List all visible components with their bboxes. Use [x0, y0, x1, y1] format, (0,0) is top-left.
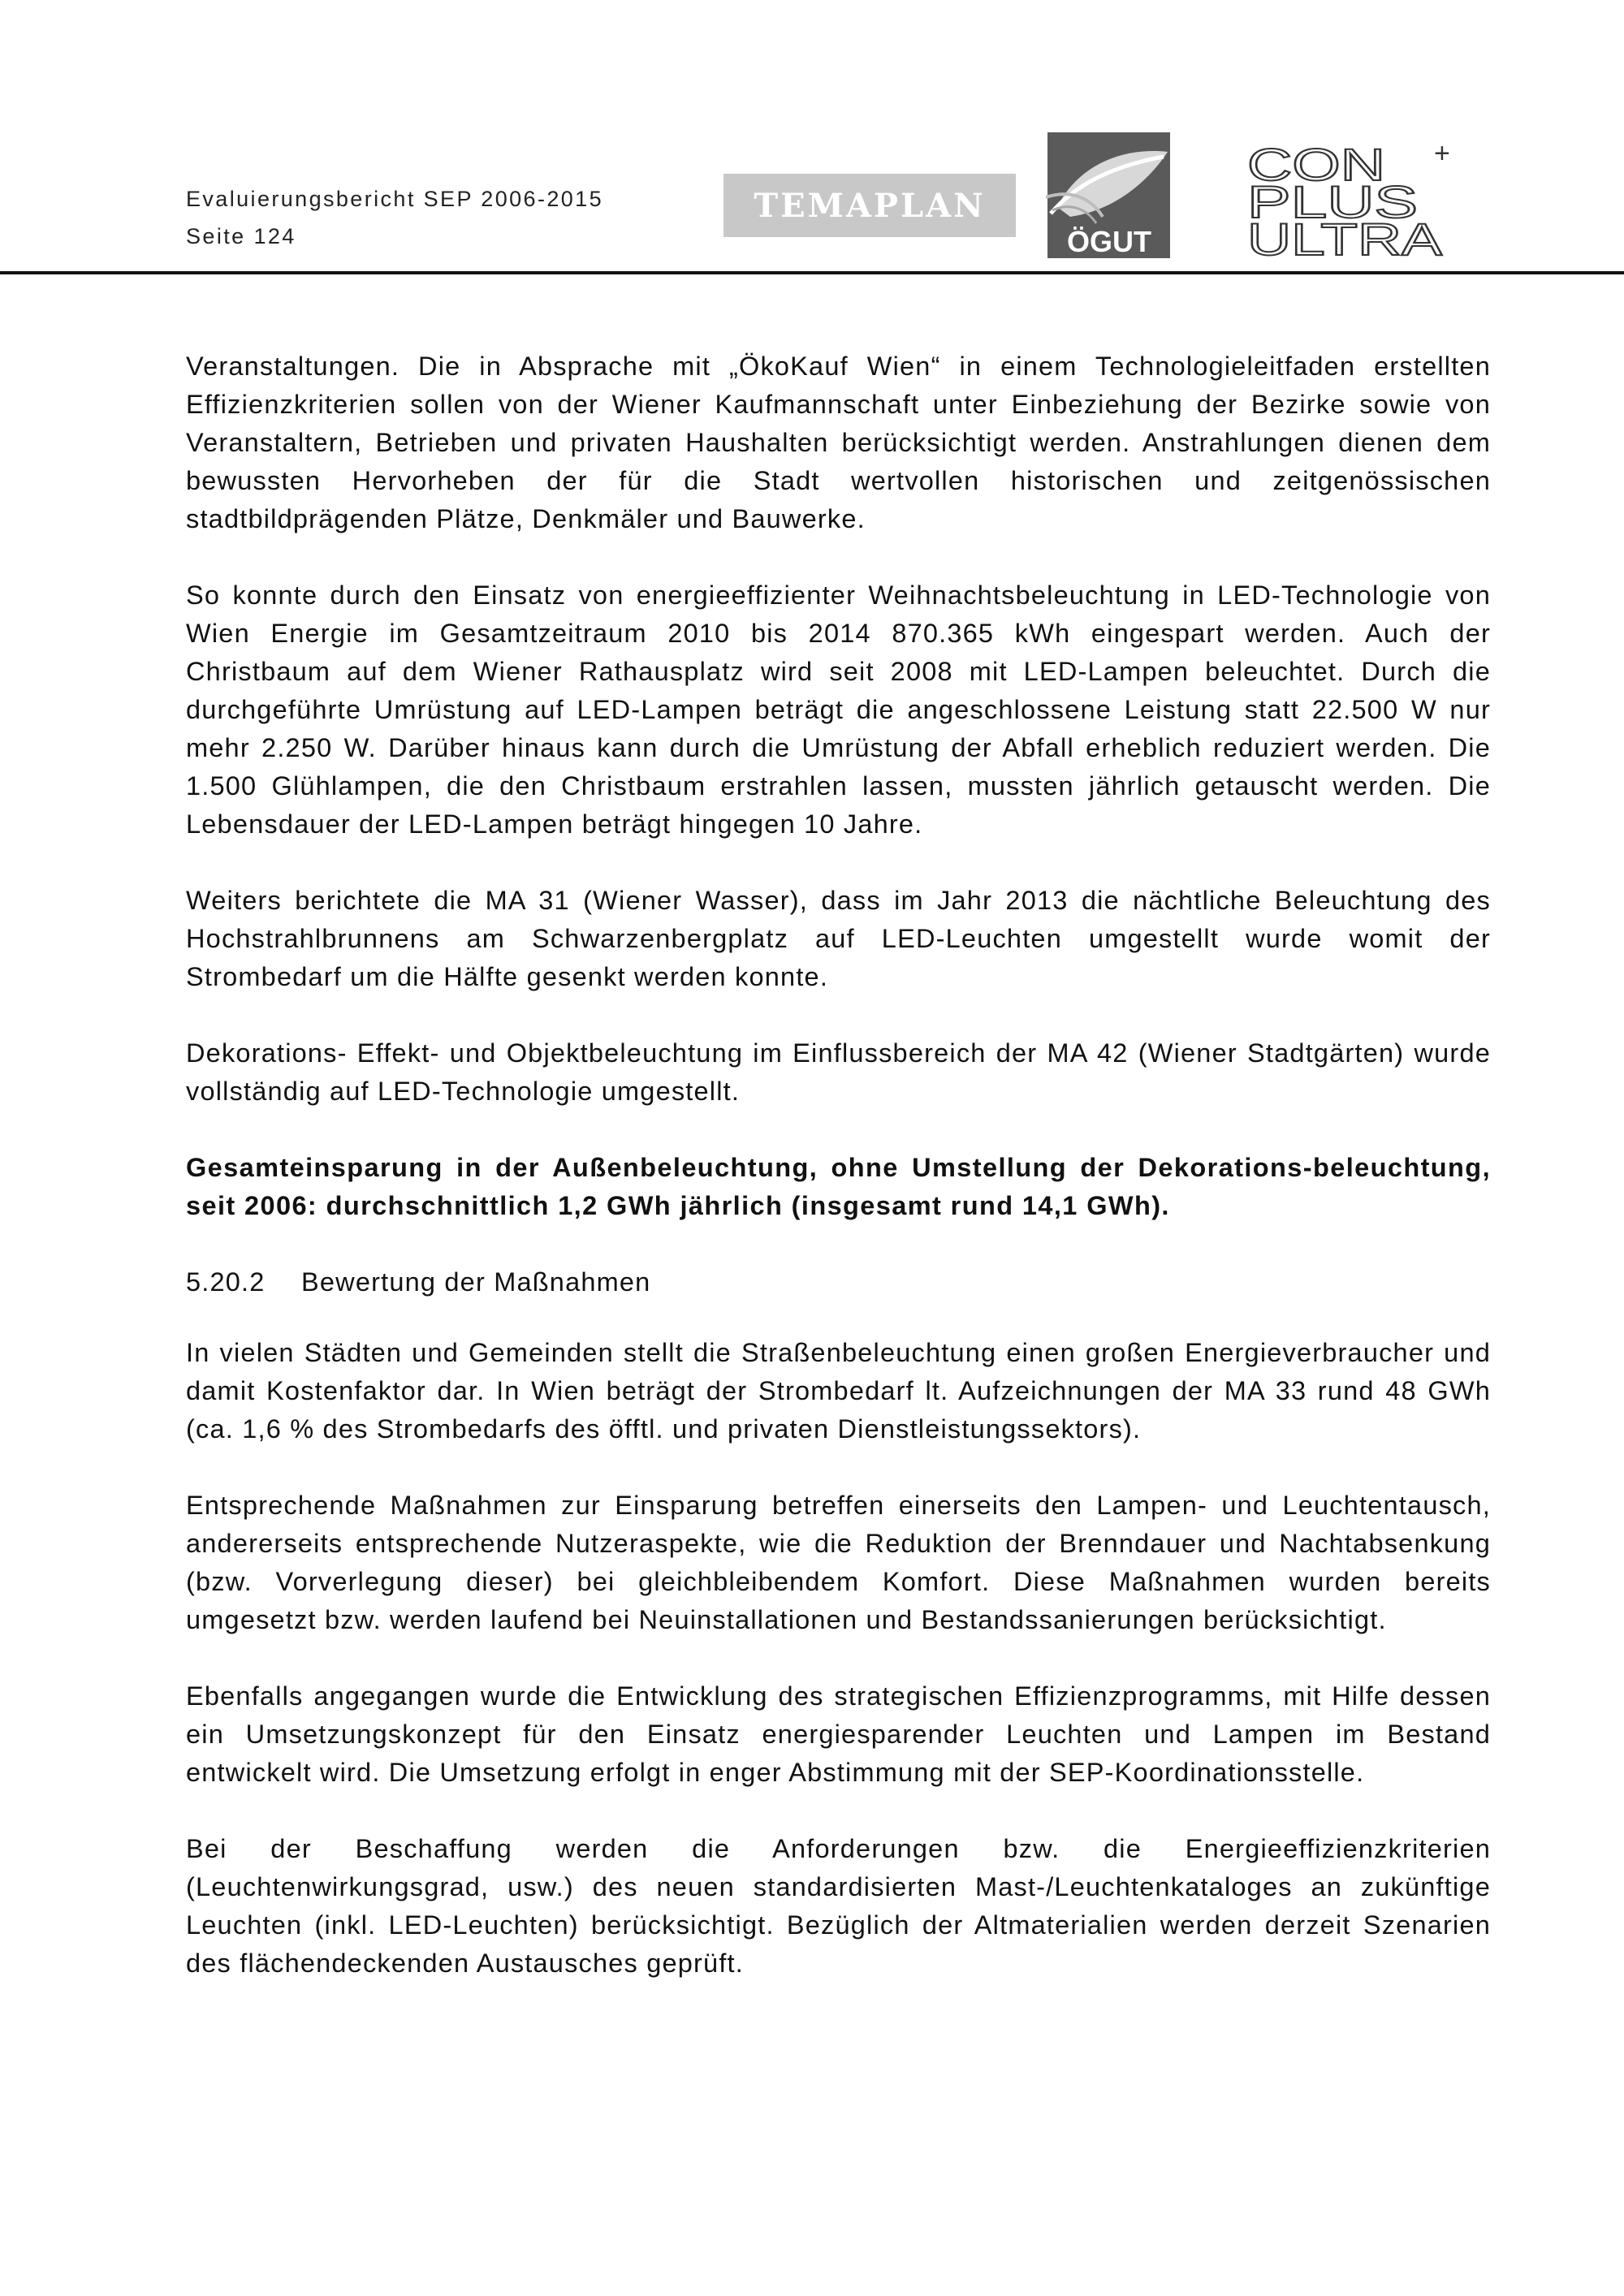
conplusultra-logo [1247, 138, 1458, 260]
conplusultra-line1: CON [1247, 139, 1385, 190]
conplusultra-line3: ULTRA [1247, 214, 1443, 260]
document-body [186, 347, 1491, 2021]
page-header [0, 0, 1624, 274]
paragraph: Weiters berichtete die MA 31 (Wiener Wasser), dass im Jahr 2013 die nächtliche Beleuchtung des Hochstrahlbrunnens am Schwarzenbergplatz auf LED-Leuchten umgestellt wurde womit der Strombedarf um die Hälfte gesenkt werden konnte. [186, 886, 1491, 991]
header-divider [0, 271, 1624, 274]
page-number: Seite 124 [186, 224, 296, 248]
section-heading [186, 1263, 1491, 1301]
paragraph: Ebenfalls angegangen wurde die Entwicklung des strategischen Effizienzprogramms, mit Hilfe dessen ein Umsetzungskonzept für den Einsatz energiesparender Leuchten und Lampen im Bestand entwickelt wird. Die Umsetzung erfolgt in enger Abstimmung mit der SEP-Koordinationsstelle. [186, 1681, 1491, 1787]
conplusultra-plus: + [1434, 138, 1450, 169]
oegut-logo [1046, 132, 1172, 258]
paragraph: In vielen Städten und Gemeinden stellt die Straßenbeleuchtung einen großen Energieverbraucher und damit Kostenfaktor dar. In Wien beträgt der Strombedarf lt. Aufzeichnungen der MA 33 rund 48 GWh (ca. 1,6 % des Strombedarfs des öfftl. und privaten Dienstleistungssektors). [186, 1338, 1491, 1444]
paragraph: Veranstaltungen. Die in Absprache mit „ÖkoKauf Wien“ in einem Technologieleitfaden erstellten Effizienzkriterien sollen von der Wiener Kaufmannschaft unter Einbeziehung der Bezirke sowie von Veranstaltern, Betrieben und privaten Haushalten berücksichtigt werden. Anstrahlungen dienen dem bewussten Hervorheben der für die Stadt wertvollen historischen und zeitgenössischen stadtbildprägenden Plätze, Denkmäler und Bauwerke. [186, 352, 1491, 533]
conplusultra-line2: PLUS [1247, 176, 1418, 227]
paragraph: Entsprechende Maßnahmen zur Einsparung betreffen einerseits den Lampen- und Leuchtentausch, andererseits entsprechende Nutzeraspekte, wie die Reduktion der Brenndauer und Nachtabsenkung (bzw. Vorverlegung dieser) bei gleichbleibendem Komfort. Diese Maßnahmen wurden bereits umgesetzt bzw. werden laufend bei Neuinstallationen und Bestandssanierungen berücksichtigt. [186, 1491, 1491, 1634]
paragraph: So konnte durch den Einsatz von energieeffizienter Weihnachtsbeleuchtung in LED-Technologie von Wien Energie im Gesamtzeitraum 2010 bis 2014 870.365 kWh eingespart werden. Auch der Christbaum auf dem Wiener Rathausplatz wird seit 2008 mit LED-Lampen beleuchtet. Durch die durchgeführte Umrüstung auf LED-Lampen beträgt die angeschlossene Leistung statt 22.500 W nur mehr 2.250 W. Darüber hinaus kann durch die Umrüstung der Abfall erheblich reduziert werden. Die 1.500 Glühlampen, die den Christbaum erstrahlen lassen, mussten jährlich getauscht werden. Die Lebensdauer der LED-Lampen beträgt hingegen 10 Jahre. [186, 580, 1491, 839]
oegut-logo-text: ÖGUT [1067, 225, 1151, 258]
summary-statement: Gesamteinsparung in der Außenbeleuchtung, ohne Umstellung der Dekorations-beleuchtung, seit 2006: durchschnittlich 1,2 GWh jährlich (insgesamt rund 14,1 GWh). [186, 1153, 1491, 1220]
paragraph: Dekorations- Effekt- und Objektbeleuchtung im Einflussbereich der MA 42 (Wiener Stadtgärten) wurde vollständig auf LED-Technologie umgestellt. [186, 1038, 1491, 1106]
header-text [186, 180, 603, 255]
temaplan-logo-text: TEMAPLAN [754, 186, 986, 225]
section-number: 5.20.2 [186, 1267, 266, 1297]
section-title: Bewertung der Maßnahmen [301, 1267, 651, 1297]
temaplan-logo [723, 174, 1016, 237]
paragraph: Bei der Beschaffung werden die Anforderungen bzw. die Energieeffizienzkriterien (Leuchtenwirkungsgrad, usw.) des neuen standardisierten Mast-/Leuchtenkataloges an zukünftige Leuchten (inkl. LED-Leuchten) berücksichtigt. Bezüglich der Altmaterialien werden derzeit Szenarien des flächendeckenden Austausches geprüft. [186, 1834, 1491, 1978]
report-title: Evaluierungsbericht SEP 2006-2015 [186, 187, 603, 211]
